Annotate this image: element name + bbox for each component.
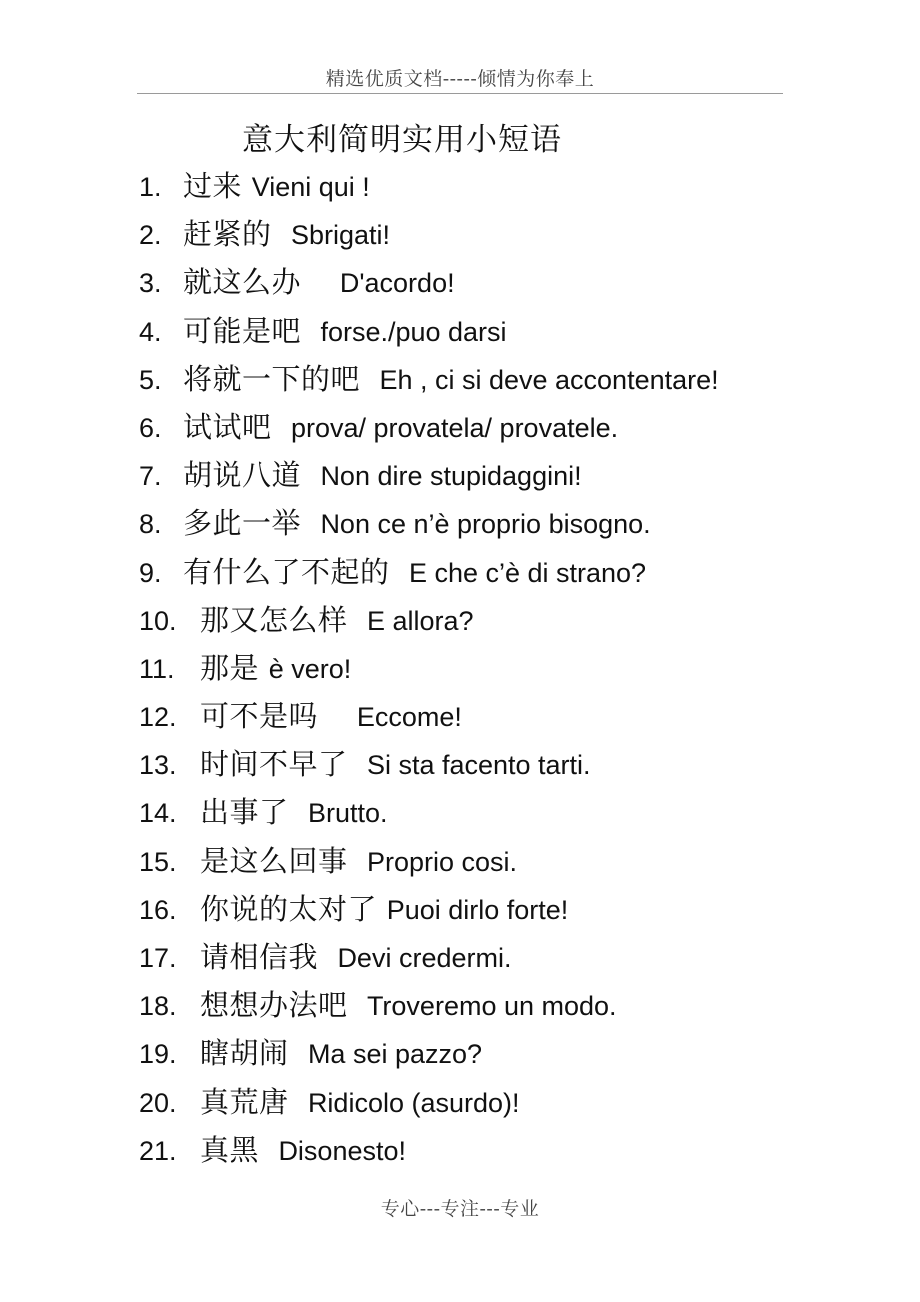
document-title: 意大利简明实用小短语: [242, 122, 562, 158]
phrase-item: [139, 403, 719, 451]
phrase-italian: E allora?: [366, 605, 474, 636]
phrase-chinese: 出事了: [200, 795, 308, 830]
phrase-number: 15.: [139, 846, 177, 877]
phrase-italian: forse./puo darsi: [320, 316, 507, 347]
phrase-chinese: 将就一下的吧: [183, 361, 380, 396]
phrase-italian: Puoi dirlo forte!: [386, 894, 569, 925]
phrase-number: 5.: [139, 364, 162, 395]
phrase-chinese: 可能是吧: [183, 313, 321, 348]
phrase-italian: Disonesto!: [278, 1135, 407, 1166]
phrase-number: 20.: [139, 1087, 177, 1118]
phrase-number: 3.: [139, 268, 162, 299]
phrase-chinese: 那又怎么样: [200, 602, 367, 637]
phrase-italian: Proprio cosi.: [366, 846, 517, 877]
phrase-italian: prova/ provatela/ provatele.: [290, 412, 619, 443]
phrase-chinese: 那是: [200, 650, 269, 685]
phrase-number: 17.: [139, 943, 177, 973]
phrase-chinese: 真荒唐: [200, 1084, 308, 1119]
phrase-italian: Troveremo un modo.: [366, 991, 617, 1022]
phrase-item: [139, 837, 719, 885]
phrase-chinese: 胡说八道: [183, 458, 321, 493]
phrase-italian: Ridicolo (asurdo)!: [307, 1087, 520, 1118]
phrase-italian: Eccome!: [356, 702, 462, 733]
phrase-number: 16.: [139, 894, 177, 925]
phrase-number: 10.: [139, 605, 177, 636]
phrase-item: [139, 548, 719, 596]
phrase-list: [139, 162, 719, 1174]
phrase-item: [139, 596, 719, 644]
phrase-italian: Brutto.: [307, 798, 388, 829]
phrase-item: [139, 499, 719, 547]
phrase-italian: è vero!: [268, 653, 352, 684]
phrase-italian: D'acordo!: [339, 268, 455, 299]
phrase-item: [139, 210, 719, 258]
phrase-italian: Vieni qui !: [251, 172, 370, 202]
phrase-item: [139, 644, 719, 692]
phrase-item: [139, 1029, 719, 1077]
phrase-chinese: 就这么办: [183, 265, 340, 300]
phrase-item: [139, 258, 719, 306]
phrase-chinese: 真黑: [200, 1132, 279, 1167]
phrase-number: 12.: [139, 702, 177, 733]
phrase-item: [139, 1078, 719, 1126]
phrase-chinese: 想想办法吧: [200, 988, 367, 1023]
phrase-item: [139, 162, 719, 210]
phrase-number: 6.: [139, 412, 162, 443]
phrase-italian: E che c’è di strano?: [408, 557, 647, 588]
phrase-number: 19.: [139, 1039, 177, 1070]
phrase-number: 9.: [139, 557, 162, 588]
phrase-chinese: 多此一举: [183, 506, 321, 541]
phrase-item: [139, 981, 719, 1029]
phrase-item: [139, 788, 719, 836]
phrase-chinese: 有什么了不起的: [183, 554, 409, 589]
phrase-italian: Devi credermi.: [337, 943, 512, 973]
phrase-number: 4.: [139, 316, 162, 347]
phrase-item: [139, 451, 719, 499]
phrase-item: [139, 355, 719, 403]
phrase-number: 14.: [139, 798, 177, 829]
phrase-number: 13.: [139, 750, 177, 781]
phrase-item: [139, 740, 719, 788]
phrase-chinese: 过来: [183, 169, 252, 203]
phrase-chinese: 时间不早了: [200, 747, 367, 782]
phrase-italian: Non dire stupidaggini!: [320, 461, 582, 492]
phrase-number: 21.: [139, 1135, 177, 1166]
phrase-item: [139, 307, 719, 355]
page-header: 精选优质文档-----倾情为你奉上: [325, 68, 595, 90]
phrase-item: [139, 1126, 719, 1174]
phrase-chinese: 瞎胡闹: [200, 1036, 308, 1071]
phrase-number: 8.: [139, 509, 162, 540]
phrase-number: 1.: [139, 172, 162, 202]
phrase-item: [139, 692, 719, 740]
phrase-number: 2.: [139, 220, 162, 251]
page-footer: 专心---专注---专业: [380, 1198, 540, 1220]
phrase-chinese: 你说的太对了: [200, 891, 387, 926]
phrase-number: 11.: [139, 653, 175, 684]
phrase-number: 7.: [139, 461, 162, 492]
header-rule: [137, 93, 783, 94]
phrase-chinese: 赶紧的: [183, 217, 291, 252]
phrase-italian: Ma sei pazzo?: [307, 1039, 483, 1070]
phrase-item: [139, 933, 719, 981]
phrase-italian: Sbrigati!: [290, 220, 390, 251]
phrase-chinese: 是这么回事: [200, 843, 367, 878]
phrase-chinese: 可不是吗: [200, 699, 357, 734]
phrase-italian: Eh , ci si deve accontentare!: [379, 364, 719, 395]
phrase-italian: Si sta facento tarti.: [366, 750, 591, 781]
phrase-chinese: 请相信我: [200, 940, 338, 974]
phrase-number: 18.: [139, 991, 177, 1022]
phrase-italian: Non ce n’è proprio bisogno.: [320, 509, 651, 540]
phrase-chinese: 试试吧: [183, 409, 291, 444]
phrase-item: [139, 885, 719, 933]
